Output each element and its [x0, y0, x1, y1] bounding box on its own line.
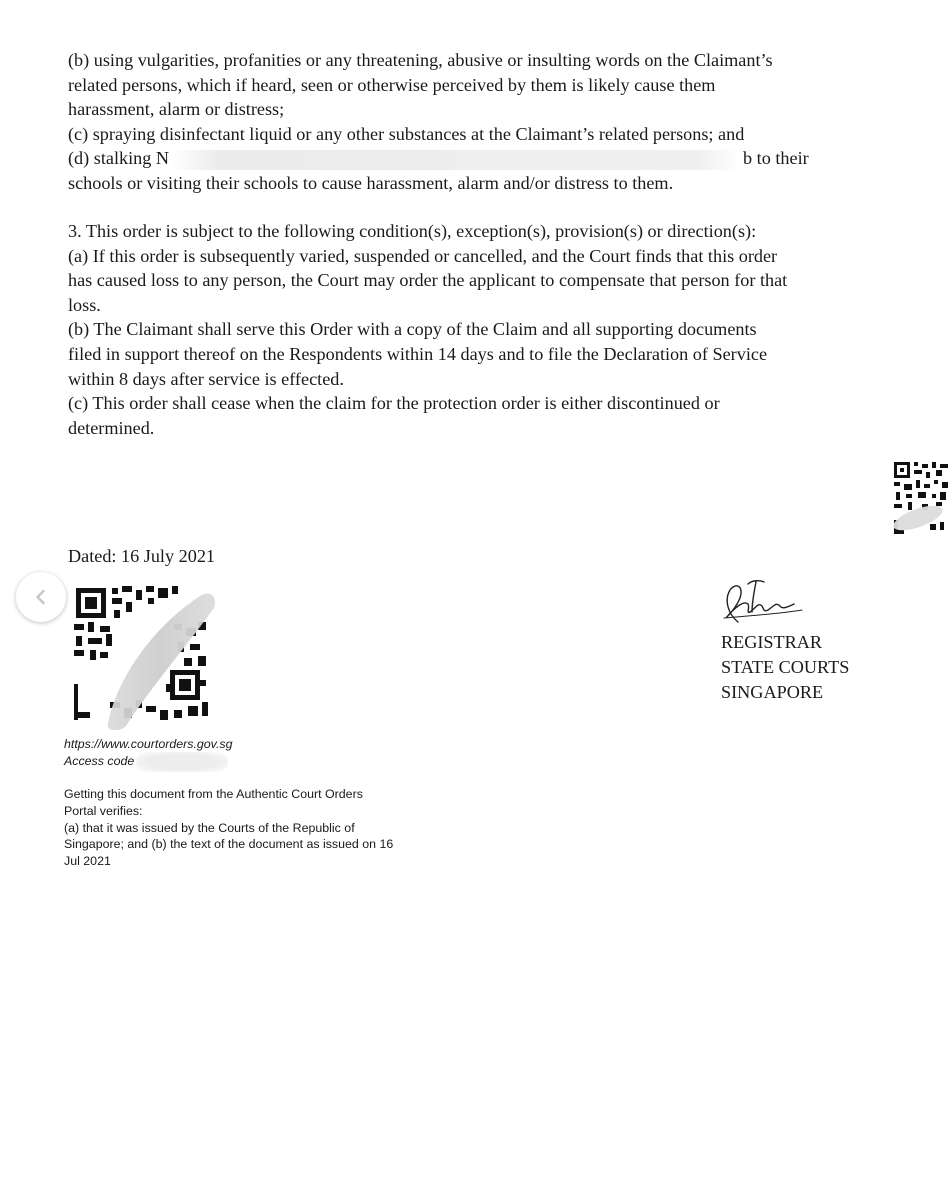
order-line: loss. — [68, 294, 101, 315]
registrar-block — [721, 630, 849, 705]
registrar-court: STATE COURTS — [721, 657, 850, 677]
registrar-country: SINGAPORE — [721, 682, 824, 702]
chevron-left-icon — [32, 588, 50, 606]
order-conditions-block — [68, 219, 880, 440]
portal-verification-note — [64, 786, 393, 870]
access-code-label: Access code — [64, 753, 135, 768]
verification-line: Jul 2021 — [64, 854, 111, 869]
stalking-line — [68, 146, 880, 171]
portal-url: https://www.courtorders.gov.sg — [64, 737, 233, 751]
verification-line: Singapore; and (b) the text of the document as issued on 16 — [64, 837, 394, 852]
dated-line: Dated: 16 July 2021 — [68, 546, 216, 566]
redacted-text — [171, 150, 741, 170]
verification-line: Getting this document from the Authentic Court Orders — [64, 787, 363, 801]
order-terms-block — [68, 48, 880, 196]
order-line: determined. — [68, 417, 155, 438]
qr-code-icon — [892, 458, 950, 536]
order-line: harassment, alarm or distress; — [68, 99, 285, 120]
signature-mark — [718, 578, 808, 626]
stalking-line-start: (d) stalking N — [68, 148, 170, 169]
qr-code-icon — [70, 584, 210, 724]
order-line: (b) using vulgarities, profanities or any threatening, abusive or insulting words on the Claimant’s — [68, 50, 773, 70]
order-line: within 8 days after service is effected. — [68, 368, 344, 389]
order-line: (c) This order shall cease when the claim for the protection order is either discontinued or — [68, 393, 720, 414]
previous-page-button[interactable] — [16, 572, 66, 622]
verification-line: (a) that it was issued by the Courts of the Republic of — [64, 820, 355, 835]
order-line: (c) spraying disinfectant liquid or any other substances at the Claimant’s related persons; and — [68, 123, 745, 144]
order-line: schools or visiting their schools to cause harassment, alarm and/or distress to them. — [68, 172, 674, 193]
order-line: filed in support thereof on the Respondents within 14 days and to file the Declaration of Service — [68, 343, 768, 364]
order-line: related persons, which if heard, seen or otherwise perceived by them is likely cause them — [68, 74, 716, 95]
order-line: has caused loss to any person, the Court may order the applicant to compensate that person for that — [68, 270, 788, 291]
verification-line: Portal verifies: — [64, 803, 143, 818]
order-line: (a) If this order is subsequently varied, suspended or cancelled, and the Court finds that this order — [68, 245, 778, 266]
stalking-line-end: b to their — [743, 148, 809, 169]
redacted-access-code — [136, 752, 228, 772]
order-line: (b) The Claimant shall serve this Order with a copy of the Claim and all supporting documents — [68, 319, 757, 340]
order-line: 3. This order is subject to the following condition(s), exception(s), provision(s) or direction(s): — [68, 221, 757, 241]
registrar-title: REGISTRAR — [721, 632, 823, 652]
